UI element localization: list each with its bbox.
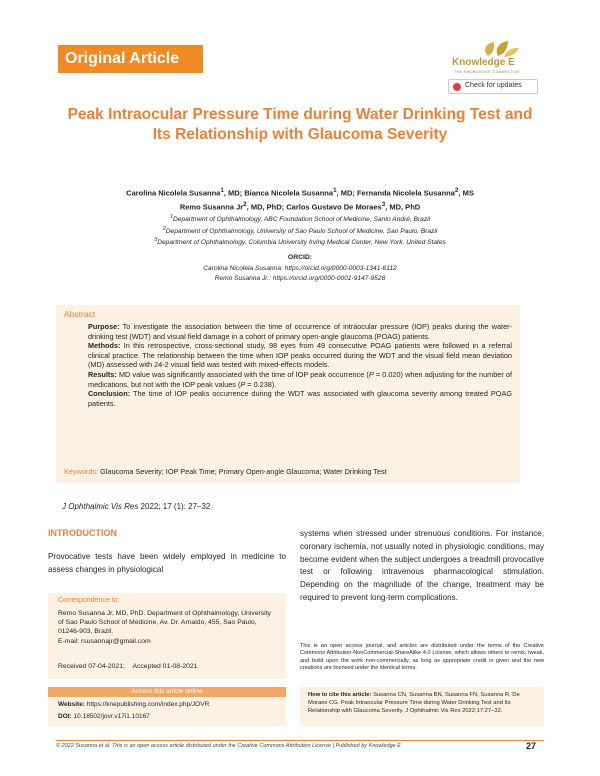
affiliation-3: $^3$Department of Ophthalmology, Columbia University Irving Medical Center, New York, United States — [154, 237, 446, 247]
author-list: Carolina Nicolela Susanna$^1$, MD; Bianca Nicolela Susanna$^1$, MD; Fernanda Nicolela Susanna$^2$, MS Remo Susanna Jr$^2$, MD, PhD; Carlos Gustavo De Moraes$^3$, MD, PhD — [126, 187, 474, 211]
affiliation-1: $^1$Department of Ophthalmology, ABC Foundation School of Medicine, Santo André, Brazil — [169, 214, 431, 224]
correspondence-box — [48, 593, 286, 679]
check-for-updates-button[interactable] — [448, 79, 538, 94]
access-online-box — [48, 687, 286, 726]
check-updates-label: Check for updates — [465, 82, 522, 89]
publisher-tagline: THE KNOWLEDGE CONNECTOR — [454, 70, 520, 74]
abstract-conclusion: Conclusion: The time of IOP peaks occurrence during the WDT was associated with glaucoma severity among treated POAG patients. — [88, 389, 512, 408]
correspondence-email[interactable]: E-mail: rsusannajr@gmail.com — [58, 637, 151, 645]
how-to-cite-box: How to cite this article: Susanna CN, Susanna BN, Susanna FN, Susanna R, De Moraes CG. Peak Intraocular Pressure Time during Water Drinking Test and Its Relationship with Glaucoma Severity. J Ophthalmic Vis Res 2022;17:27–32. — [300, 687, 544, 726]
introduction-right-column: systems when stressed under strenuous conditions. For instance, coronary ischemia, not usually noted in physiologic conditions, may become evident when the subject undergoes a treadmill provocative test or following intravenous pharmacological stimulation. Depending on the magnitude of the change, treatment may be required to prevent long-term complications. — [300, 529, 544, 602]
abstract-heading: Abstract — [64, 309, 96, 319]
abstract-methods: Methods: In this retrospective, cross-sectional study, 98 eyes from 49 consecutive POAG patients were followed in a referral clinical practice. The relationship between the time when IOP peaks occurred during the WDT and the visual field mean deviation (MD) assessed with 24-2 visual field was tested with mixed-effects models. — [88, 341, 512, 370]
received-accepted-dates: Received 07-04-2021; Accepted 01-08-2021 — [58, 663, 198, 670]
footer-copyright: © 2022 Susanna et al. This is an open access article distributed under the Creative Commons Attribution License | Published by Knowledge E — [56, 743, 401, 749]
orcid-list — [50, 264, 550, 284]
license-notice: This is an open access journal, and articles are distributed under the terms of the Creative Commons Attribution-NonCommercial-ShareAlike 4.0 License, which allows others to remix, tweak, and build upon the work non-commercially, as long as appropriate credit is given and the new creations are licensed under the identical terms. — [300, 643, 544, 671]
article-type-banner: Original Article — [58, 45, 203, 73]
abstract-keywords: Keywords: Glaucoma Severity; IOP Peak Time; Primary Open-angle Glaucoma; Water Drinking Test — [64, 467, 387, 476]
abstract-box — [56, 305, 520, 483]
journal-citation: J Ophthalmic Vis Res 2022; 17 (1): 27–32 — [62, 502, 211, 511]
footer-divider — [56, 740, 544, 741]
orcid-link-2[interactable]: Remo Susanna Jr.: https://orcid.org/0000-0001-9147-9528 — [214, 275, 386, 282]
article-doi-link[interactable]: DOI: 10.18502/jovr.v17i1.10167 — [58, 713, 150, 720]
article-website-link[interactable]: Website: https://knepublishing.com/index.php/JOVR — [58, 701, 210, 708]
page-number: 27 — [526, 741, 537, 751]
correspondence-body: Remo Susanna Jr, MD, PhD. Department of Ophthalmology, University of Sao Paulo School of Medicine, Av. Dr. Arnaldo, 455, Sao Paulo, 01246-903, Brazil. E-mail: rsusannajr@gmail.com — [58, 609, 278, 646]
introduction-left-column: Provocative tests have been widely employed in medicine to assess changes in physiological — [48, 552, 286, 574]
correspondence-heading: Correspondence to: — [58, 597, 120, 604]
check-updates-icon — [453, 83, 461, 91]
affiliations — [50, 213, 550, 248]
leaf-icon — [480, 40, 520, 58]
access-heading: Access this article online — [48, 687, 286, 697]
abstract-purpose: Purpose: To investigate the association between the time of occurrence of intraocular pressure (IOP) peaks during the water-drinking test (WDT) and visual field damage in a cohort of primary open-angle glaucoma (POAG) patients. — [88, 322, 512, 341]
orcid-link-1[interactable]: Carolina Nicolela Susanna: https://orcid.org/0000-0003-1341-6112 — [203, 265, 397, 272]
affiliation-2: $^2$Department of Ophthalmology, University of Sao Paulo School of Medicine, Sao Paulo, Brazil — [162, 225, 438, 235]
introduction-heading: INTRODUCTION — [48, 528, 117, 538]
publisher-name: Knowledge E — [452, 57, 515, 68]
publisher-logo — [450, 40, 550, 78]
abstract-body — [88, 322, 512, 408]
article-title: Peak Intraocular Pressure Time during Water Drinking Test and Its Relationship with Glaucoma Severity — [67, 106, 533, 143]
abstract-results: Results: MD value was significantly associated with the time of IOP peak occurrence (P = 0.020) when adjusting for the number of medications, but not with the IOP peak values (P = 0.238). — [88, 369, 512, 389]
orcid-heading: ORCID: — [287, 254, 313, 261]
